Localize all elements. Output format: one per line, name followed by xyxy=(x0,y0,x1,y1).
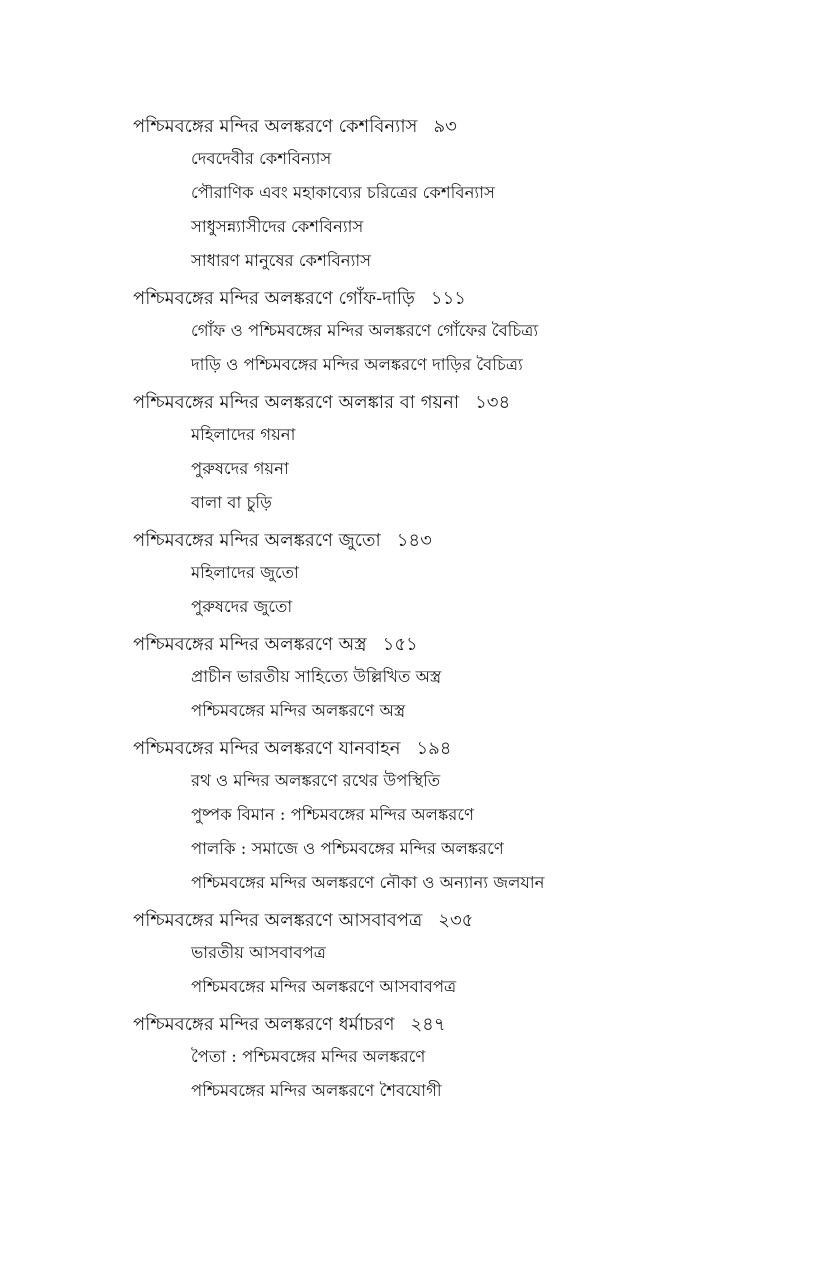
toc-subitem: রথ ও মন্দির অলঙ্করণে রথের উপস্থিতি xyxy=(191,771,441,790)
chapter-title: পশ্চিমবঙ্গের মন্দির অলঙ্করণে আসবাবপত্র xyxy=(133,910,423,931)
chapter-page-number: ১৫১ xyxy=(382,634,418,655)
toc-subitem: দেবদেবীর কেশবিন্যাস xyxy=(191,149,332,168)
toc-subitem: মহিলাদের গয়না xyxy=(191,425,296,444)
chapter-heading xyxy=(133,112,813,142)
toc-subitem: পৌরাণিক এবং মহাকাব্যের চরিত্রের কেশবিন্যাস xyxy=(191,183,495,202)
toc-subitem: পৈতা : পশ্চিমবঙ্গের মন্দির অলঙ্করণে xyxy=(191,1047,426,1066)
chapter-heading xyxy=(133,388,813,418)
chapter-title: পশ্চিমবঙ্গের মন্দির অলঙ্করণে অলঙ্কার বা গয়না xyxy=(133,392,460,413)
toc-subitem: দাড়ি ও পশ্চিমবঙ্গের মন্দির অলঙ্করণে দাড়ির বৈচিত্র্য xyxy=(191,355,523,374)
chapter-heading xyxy=(133,630,813,660)
toc-subitem: পুরুষদের জুতো xyxy=(191,597,293,616)
chapter-heading xyxy=(133,734,813,764)
chapter-page-number: ২৩৫ xyxy=(438,910,474,931)
toc-chapter xyxy=(133,388,813,520)
toc-subitem: পশ্চিমবঙ্গের মন্দির অলঙ্করণে আসবাবপত্র xyxy=(191,977,457,996)
chapter-page-number: ২৪৭ xyxy=(410,1014,446,1035)
toc-subitem: ভারতীয় আসবাবপত্র xyxy=(191,943,326,962)
chapter-page-number: ১৪৩ xyxy=(396,530,432,551)
chapter-title: পশ্চিমবঙ্গের মন্দির অলঙ্করণে জুতো xyxy=(133,530,381,551)
toc-chapter xyxy=(133,1010,813,1108)
toc-subitem: পালকি : সমাজে ও পশ্চিমবঙ্গের মন্দির অলঙ্করণে xyxy=(191,839,504,858)
toc-chapter xyxy=(133,734,813,900)
chapter-title: পশ্চিমবঙ্গের মন্দির অলঙ্করণে অস্ত্র xyxy=(133,634,367,655)
table-of-contents xyxy=(133,112,813,1114)
toc-subitem: সাধারণ মানুষের কেশবিন্যাস xyxy=(191,251,372,270)
chapter-heading xyxy=(133,526,813,556)
chapter-heading xyxy=(133,284,813,314)
toc-subitem: পশ্চিমবঙ্গের মন্দির অলঙ্করণে নৌকা ও অন্যান্য জলযান xyxy=(191,873,545,892)
toc-subitem: প্রাচীন ভারতীয় সাহিত্যে উল্লিখিত অস্ত্র xyxy=(191,667,442,686)
toc-subitem: পশ্চিমবঙ্গের মন্দির অলঙ্করণে অস্ত্র xyxy=(191,701,406,720)
chapter-page-number: ৯৩ xyxy=(433,116,457,137)
chapter-heading xyxy=(133,906,813,936)
chapter-page-number: ১১১ xyxy=(430,288,466,309)
toc-subitem: সাধুসন্ন্যাসীদের কেশবিন্যাস xyxy=(191,217,364,236)
toc-chapter xyxy=(133,906,813,1004)
toc-subitem: পুষ্পক বিমান : পশ্চিমবঙ্গের মন্দির অলঙ্করণে xyxy=(191,805,474,824)
toc-subitem: পুরুষদের গয়না xyxy=(191,459,289,478)
chapter-title: পশ্চিমবঙ্গের মন্দির অলঙ্করণে যানবাহন xyxy=(133,738,401,759)
toc-chapter xyxy=(133,112,813,278)
chapter-page-number: ১৯৪ xyxy=(416,738,452,759)
toc-subitem: গোঁফ ও পশ্চিমবঙ্গের মন্দির অলঙ্করণে গোঁফের বৈচিত্র্য xyxy=(191,321,539,340)
chapter-heading xyxy=(133,1010,813,1040)
toc-chapter xyxy=(133,630,813,728)
chapter-title: পশ্চিমবঙ্গের মন্দির অলঙ্করণে কেশবিন্যাস xyxy=(133,116,418,137)
chapter-title: পশ্চিমবঙ্গের মন্দির অলঙ্করণে গোঁফ-দাড়ি xyxy=(133,288,415,309)
chapter-title: পশ্চিমবঙ্গের মন্দির অলঙ্করণে ধর্মাচরণ xyxy=(133,1014,395,1035)
chapter-page-number: ১৩৪ xyxy=(475,392,511,413)
toc-subitem: মহিলাদের জুতো xyxy=(191,563,299,582)
toc-subitem: বালা বা চুড়ি xyxy=(191,493,272,512)
toc-chapter xyxy=(133,526,813,624)
toc-chapter xyxy=(133,284,813,382)
toc-subitem: পশ্চিমবঙ্গের মন্দির অলঙ্করণে শৈবযোগী xyxy=(191,1081,442,1100)
